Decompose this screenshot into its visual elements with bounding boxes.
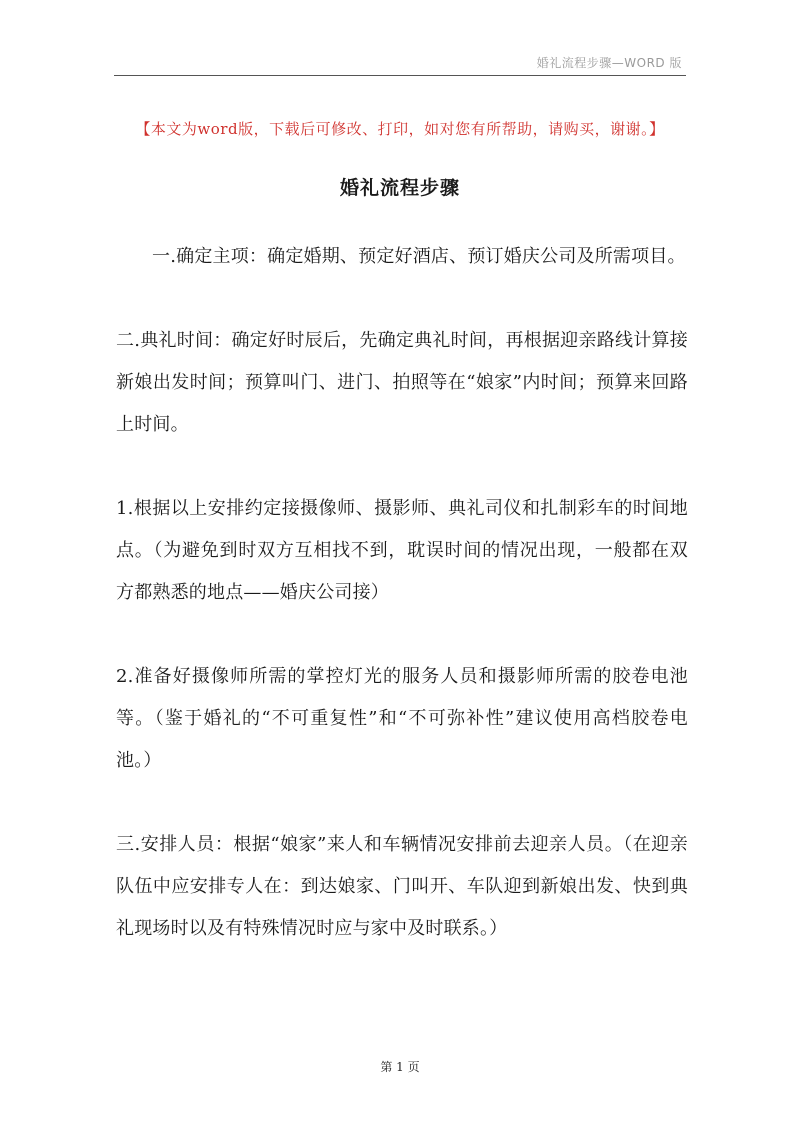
page-number: 第 1 页 [380, 1060, 420, 1074]
document-title: 婚礼流程步骤 [339, 177, 460, 199]
paragraph-ceremony-time: 二.典礼时间：确定好时辰后，先确定典礼时间，再根据迎亲路线计算接新娘出发时间；预算叫门、进门、拍照等在“娘家”内时间；预算来回路上时间。 [116, 330, 688, 435]
running-header: 婚礼流程步骤—WORD 版 [536, 56, 682, 70]
paragraph-prepare-equipment: 2.准备好摄像师所需的掌控灯光的服务人员和摄影师所需的胶卷电池等。（鉴于婚礼的“不可重复性”和“不可弥补性”建议使用高档胶卷电池。） [116, 666, 688, 771]
paragraph-book-photographers: 1.根据以上安排约定接摄像师、摄影师、典礼司仪和扎制彩车的时间地点。（为避免到时双方互相找不到，耽误时间的情况出现，一般都在双方都熟悉的地点——婚庆公司接） [116, 498, 688, 603]
paragraph-main-items: 一.确定主项：确定婚期、预定好酒店、预订婚庆公司及所需项目。 [152, 246, 686, 267]
document-body [116, 236, 688, 992]
paragraph-arrange-staff: 三.安排人员：根据“娘家”来人和车辆情况安排前去迎亲人员。（在迎亲队伍中应安排专人在：到达娘家、门叫开、车队迎到新娘出发、快到典礼现场时以及有特殊情况时应与家中及时联系。） [116, 834, 688, 939]
purchase-notice: 【本文为word版，下载后可修改、打印，如对您有所帮助，请购买，谢谢。】 [135, 120, 665, 138]
header-divider [114, 75, 686, 76]
